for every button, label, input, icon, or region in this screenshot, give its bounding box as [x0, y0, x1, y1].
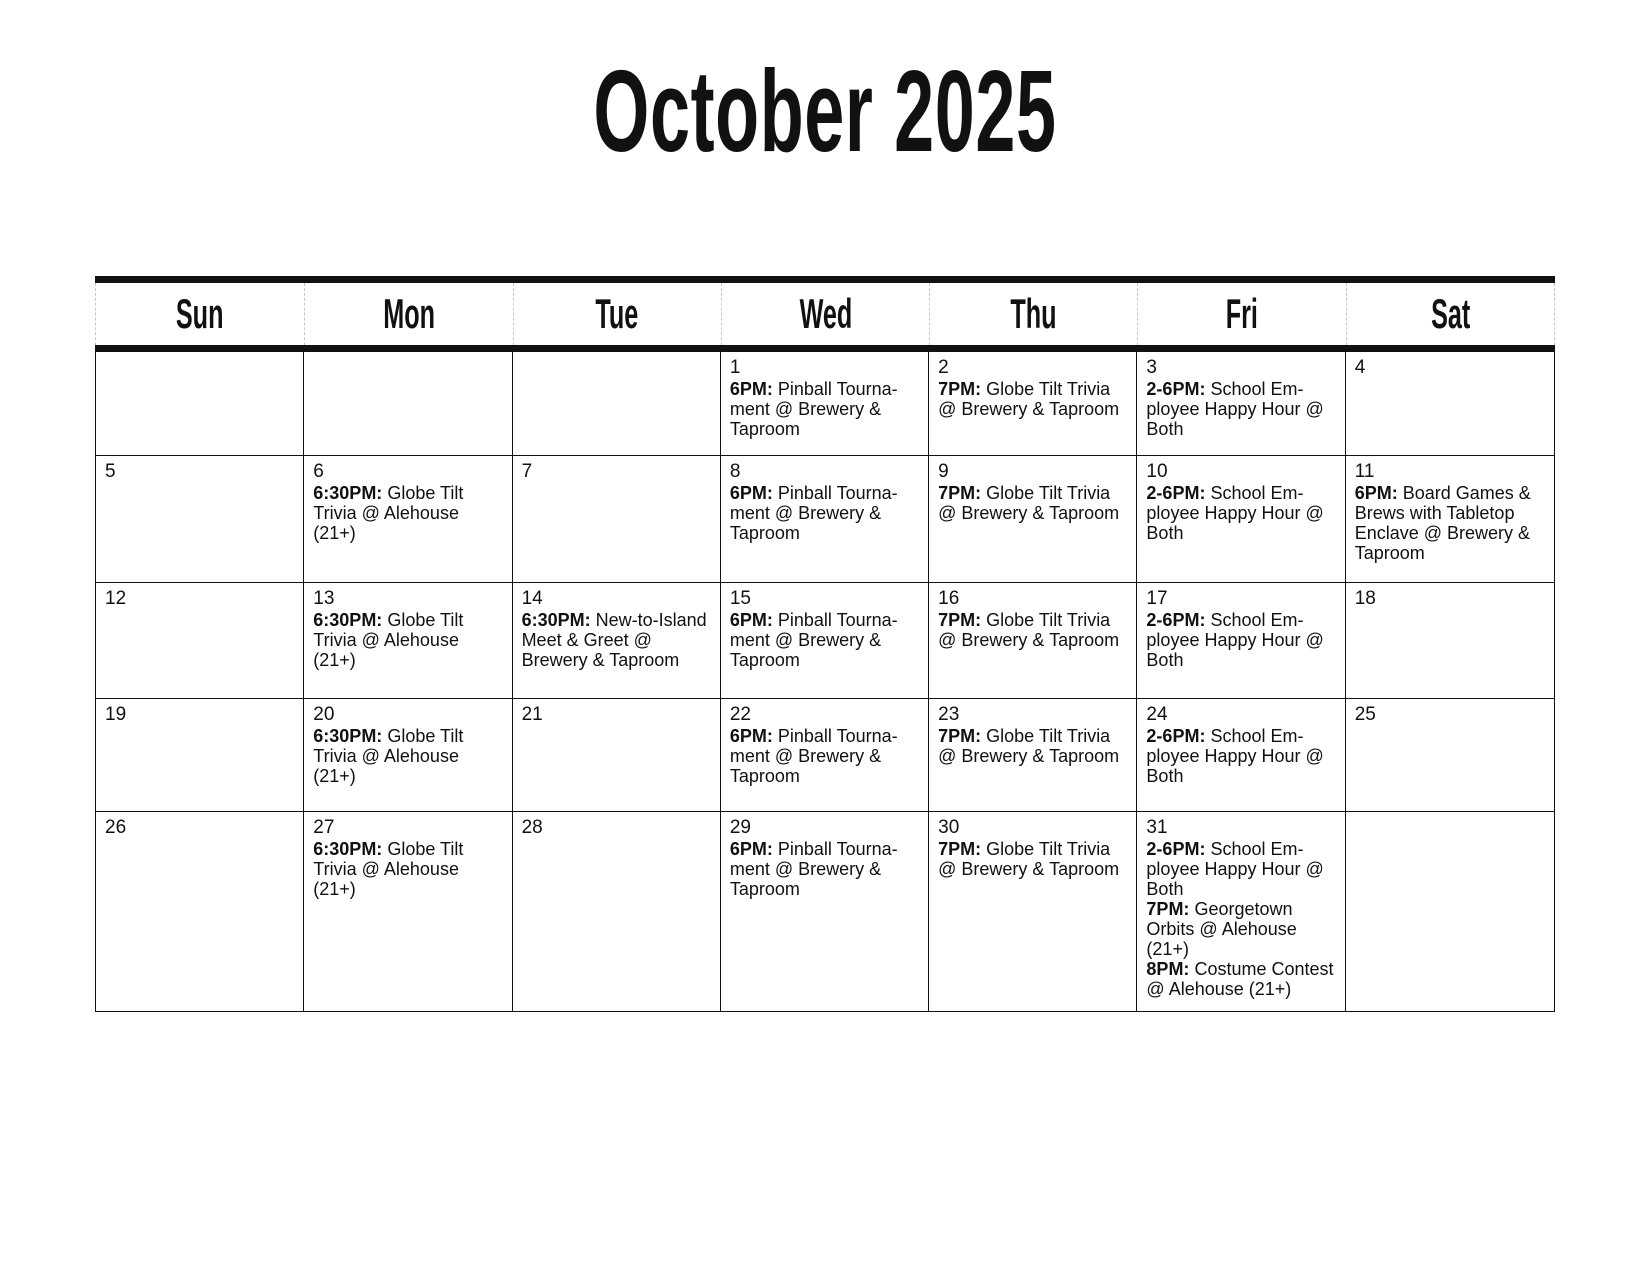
day-number: 13 [313, 588, 335, 609]
calendar-event: 6:30PM: Globe Tilt Trivia @ Alehouse (21+) [313, 726, 464, 786]
day-cell [513, 812, 721, 1011]
event-time: 2-6PM: [1146, 726, 1206, 746]
day-number: 25 [1354, 704, 1376, 725]
day-cell [721, 583, 929, 698]
day-number: 8 [729, 461, 741, 482]
day-cell [929, 456, 1137, 582]
day-cell [1346, 699, 1554, 811]
day-number: 28 [521, 817, 543, 838]
calendar-week-row [96, 456, 1554, 583]
header-bottom-rule [95, 345, 1555, 352]
weekday-header-sat [1346, 283, 1554, 345]
calendar-event: 6:30PM: New-to-Island Meet & Greet @ Brewery & Taproom [521, 610, 707, 670]
day-cell [721, 812, 929, 1011]
day-cell [304, 456, 512, 582]
day-cell [1346, 456, 1554, 582]
event-time: 6PM: [729, 726, 773, 746]
day-number: 24 [1146, 704, 1168, 725]
weekday-label: Mon [383, 290, 435, 337]
weekday-label: Sun [176, 290, 224, 337]
weekday-header-mon [304, 283, 512, 345]
weekday-header-row [95, 283, 1555, 345]
month-title: October 2025 [593, 46, 1057, 176]
day-cell [96, 352, 304, 455]
day-number: 6 [313, 461, 324, 482]
day-number: 12 [105, 588, 127, 609]
day-number: 15 [729, 588, 751, 609]
event-time: 6PM: [729, 483, 773, 503]
weekday-label: Sat [1430, 290, 1470, 337]
day-number: 23 [938, 704, 960, 725]
calendar-week-row [96, 352, 1554, 456]
day-cell [304, 352, 512, 455]
day-cell [721, 699, 929, 811]
calendar-event: 6:30PM: Globe Tilt Trivia @ Alehouse (21+) [313, 483, 464, 543]
day-number: 11 [1354, 461, 1375, 482]
calendar-event: 6PM: Board Games & Brews with Tabletop Enclave @ Brewery & Taproom [1354, 483, 1531, 563]
weekday-label: Tue [595, 290, 639, 337]
event-time: 2-6PM: [1146, 839, 1206, 859]
calendar-event: 6PM: Pinball Tournament @ Brewery & Taproom [729, 726, 898, 786]
weekday-header-fri [1137, 283, 1345, 345]
weekday-header-thu [929, 283, 1137, 345]
day-number: 4 [1354, 357, 1366, 378]
event-time: 2-6PM: [1146, 610, 1206, 630]
event-time: 6:30PM: [313, 726, 383, 746]
day-cell [96, 456, 304, 582]
event-time: 8PM: [1146, 959, 1190, 979]
calendar-event: 2-6PM: School Employee Happy Hour @ Both [1146, 839, 1324, 899]
day-number: 10 [1146, 461, 1168, 482]
calendar-event: 6PM: Pinball Tournament @ Brewery & Taproom [729, 379, 898, 439]
day-number: 19 [105, 704, 127, 725]
event-time: 7PM: [938, 839, 982, 859]
calendar-event: 2-6PM: School Employee Happy Hour @ Both [1146, 483, 1324, 543]
calendar-body [95, 352, 1555, 1012]
calendar-event: 6PM: Pinball Tournament @ Brewery & Taproom [729, 483, 898, 543]
day-cell [96, 583, 304, 698]
event-time: 7PM: [938, 610, 982, 630]
calendar-event: 7PM: Globe Tilt Trivia @ Brewery & Taproom [938, 726, 1120, 766]
weekday-label: Wed [799, 290, 852, 337]
day-number: 7 [521, 461, 533, 482]
day-number: 14 [521, 588, 543, 609]
day-number: 1 [729, 357, 741, 378]
day-number: 26 [105, 817, 127, 838]
day-cell [929, 812, 1137, 1011]
day-number: 21 [521, 704, 543, 725]
event-time: 7PM: [938, 483, 982, 503]
day-cell [1137, 583, 1345, 698]
day-cell [304, 699, 512, 811]
day-cell [1346, 352, 1554, 455]
calendar-event: 7PM: Globe Tilt Trivia @ Brewery & Taproom [938, 483, 1120, 523]
event-time: 7PM: [938, 379, 982, 399]
day-cell [96, 812, 304, 1011]
day-number: 29 [729, 817, 751, 838]
day-cell [1346, 583, 1554, 698]
day-number: 5 [105, 461, 116, 482]
day-cell [304, 583, 512, 698]
day-cell [929, 699, 1137, 811]
calendar-table [95, 276, 1555, 1012]
day-number: 9 [938, 461, 949, 482]
calendar-event: 7PM: Globe Tilt Trivia @ Brewery & Taproom [938, 839, 1120, 879]
weekday-header-tue [513, 283, 721, 345]
calendar-event: 2-6PM: School Employee Happy Hour @ Both [1146, 379, 1324, 439]
day-cell [721, 456, 929, 582]
event-time: 6:30PM: [313, 839, 383, 859]
day-number: 27 [313, 817, 335, 838]
day-cell [1137, 699, 1345, 811]
day-number: 3 [1146, 357, 1157, 378]
weekday-label: Thu [1010, 290, 1057, 337]
calendar-event: 7PM: Globe Tilt Trivia @ Brewery & Taproom [938, 379, 1120, 419]
event-time: 6PM: [729, 379, 773, 399]
event-time: 7PM: [1146, 899, 1190, 919]
event-time: 6:30PM: [521, 610, 591, 630]
event-time: 2-6PM: [1146, 483, 1206, 503]
day-cell [513, 456, 721, 582]
calendar-event: 7PM: Georgetown Orbits @ Alehouse (21+) [1146, 899, 1297, 959]
calendar-week-row [96, 583, 1554, 699]
day-number: 17 [1146, 588, 1168, 609]
day-number: 18 [1354, 588, 1376, 609]
event-time: 6PM: [729, 839, 773, 859]
day-number: 31 [1146, 817, 1168, 838]
weekday-header-sun [96, 283, 304, 345]
day-cell [1137, 352, 1345, 455]
calendar-event: 6:30PM: Globe Tilt Trivia @ Alehouse (21+) [313, 839, 464, 899]
day-number: 16 [938, 588, 960, 609]
weekday-label: Fri [1225, 290, 1259, 337]
day-cell [721, 352, 929, 455]
day-cell [513, 699, 721, 811]
event-time: 6:30PM: [313, 483, 383, 503]
calendar-event: 2-6PM: School Employee Happy Hour @ Both [1146, 726, 1324, 786]
event-time: 7PM: [938, 726, 982, 746]
day-number: 22 [729, 704, 751, 725]
calendar-week-row [96, 699, 1554, 812]
calendar-event: 2-6PM: School Employee Happy Hour @ Both [1146, 610, 1324, 670]
event-time: 6PM: [1354, 483, 1398, 503]
top-rule [95, 276, 1555, 283]
calendar-event: 8PM: Costume Contest @ Alehouse (21+) [1146, 959, 1334, 999]
day-number: 20 [313, 704, 335, 725]
event-time: 6PM: [729, 610, 773, 630]
calendar-event: 6PM: Pinball Tournament @ Brewery & Taproom [729, 839, 898, 899]
calendar-event: 6:30PM: Globe Tilt Trivia @ Alehouse (21+) [313, 610, 464, 670]
day-cell [304, 812, 512, 1011]
weekday-header-wed [721, 283, 929, 345]
day-number: 2 [938, 357, 949, 378]
event-time: 6:30PM: [313, 610, 383, 630]
event-time: 2-6PM: [1146, 379, 1206, 399]
day-cell [1346, 812, 1554, 1011]
day-cell [1137, 812, 1345, 1011]
day-cell [513, 583, 721, 698]
calendar-event: 6PM: Pinball Tournament @ Brewery & Taproom [729, 610, 898, 670]
day-cell [96, 699, 304, 811]
calendar-week-row [96, 812, 1554, 1011]
day-cell [1137, 456, 1345, 582]
day-cell [929, 583, 1137, 698]
day-cell [513, 352, 721, 455]
day-cell [929, 352, 1137, 455]
calendar-event: 7PM: Globe Tilt Trivia @ Brewery & Taproom [938, 610, 1120, 650]
day-number: 30 [938, 817, 960, 838]
